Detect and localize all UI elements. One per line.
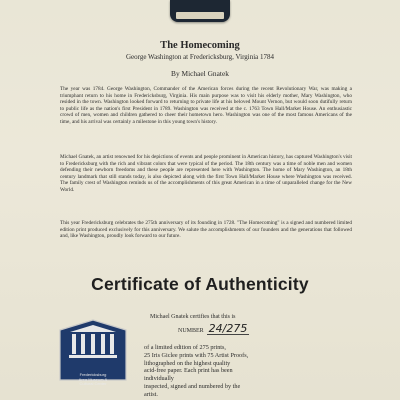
edition-line: acid-free paper. Each print has been individually <box>144 367 233 383</box>
edition-line: lithographed on the highest quality <box>144 359 231 367</box>
edition-line: of a limited edition of 275 prints, <box>144 344 226 351</box>
edition-number-line <box>178 323 249 335</box>
certifies-text: Michael Gnatek certifies that this is <box>150 314 236 320</box>
top-seal <box>170 0 230 22</box>
history-paragraph: The year was 1784. George Washington, Commander of the American forces during the recent Revolutionary War, was making a triumphant return to his home in Fredericksburg, Virginia. His main purpose was to visit his elderly mother, Mary Washington, who resided in the town. Washington looked forward to returning to private life at his beloved Mount Vernon, but would soon dutifully return to public life as the nation's first President in 1789. Washington was received at the c. 1763 Town Hall/Market House. An enthusiastic crowd of men, women and children gathered to cheer their hometown hero. Washington was one of the most famous Americans of the time, and his arrival was certainly a milestone in this young town's history. <box>60 86 352 125</box>
museum-name-line: Cultural Center <box>79 381 107 387</box>
museum-name <box>62 373 124 387</box>
edition-line: 25 Iris Giclee prints with 75 Artist Proofs, <box>144 351 249 359</box>
edition-details <box>144 344 252 399</box>
handwritten-number: 24/275 <box>208 322 248 335</box>
page-title: The Homecoming <box>160 40 240 51</box>
artist-paragraph: Michael Gnatek, an artist renowned for his depictions of events and people prominent in American history, has captured Washington's visit to Fredericksburg with the rich and vibrant colors that were typical of the period. The 18th century was a time of noble men and women defending their newborn freedoms and these people are represented here with Washington. The home of Mary Washington, an 18th century landmark that still stands today, is also depicted along with the first Town Hall/Market House where Washington was received. The family crest of Washington reminds us of the accomplishments of this great American in a time of unparalleled change for the New World. <box>60 154 352 193</box>
anniversary-paragraph: This year Fredericksburg celebrates the 275th anniversary of its founding in 1728. "The Homecoming" is a signed and numbered limited edition print produced exclusively for this anniversary. We salute the accomplishments of our founders and the generations that followed and, like Washington, proudly look forward to our future. <box>60 220 352 240</box>
author-byline: By Michael Gnatek <box>171 69 229 78</box>
edition-line: inspected, signed and numbered by the artist. <box>144 382 241 398</box>
museum-name-line: Fredericksburg <box>79 372 107 377</box>
certificate-heading: Certificate of Authenticity <box>91 274 309 294</box>
page-subtitle: George Washington at Fredericksburg, Virginia 1784 <box>125 53 275 61</box>
number-label: NUMBER <box>178 328 204 334</box>
seal-banner <box>176 12 224 19</box>
museum-name-line: Area Museum & <box>78 376 108 382</box>
